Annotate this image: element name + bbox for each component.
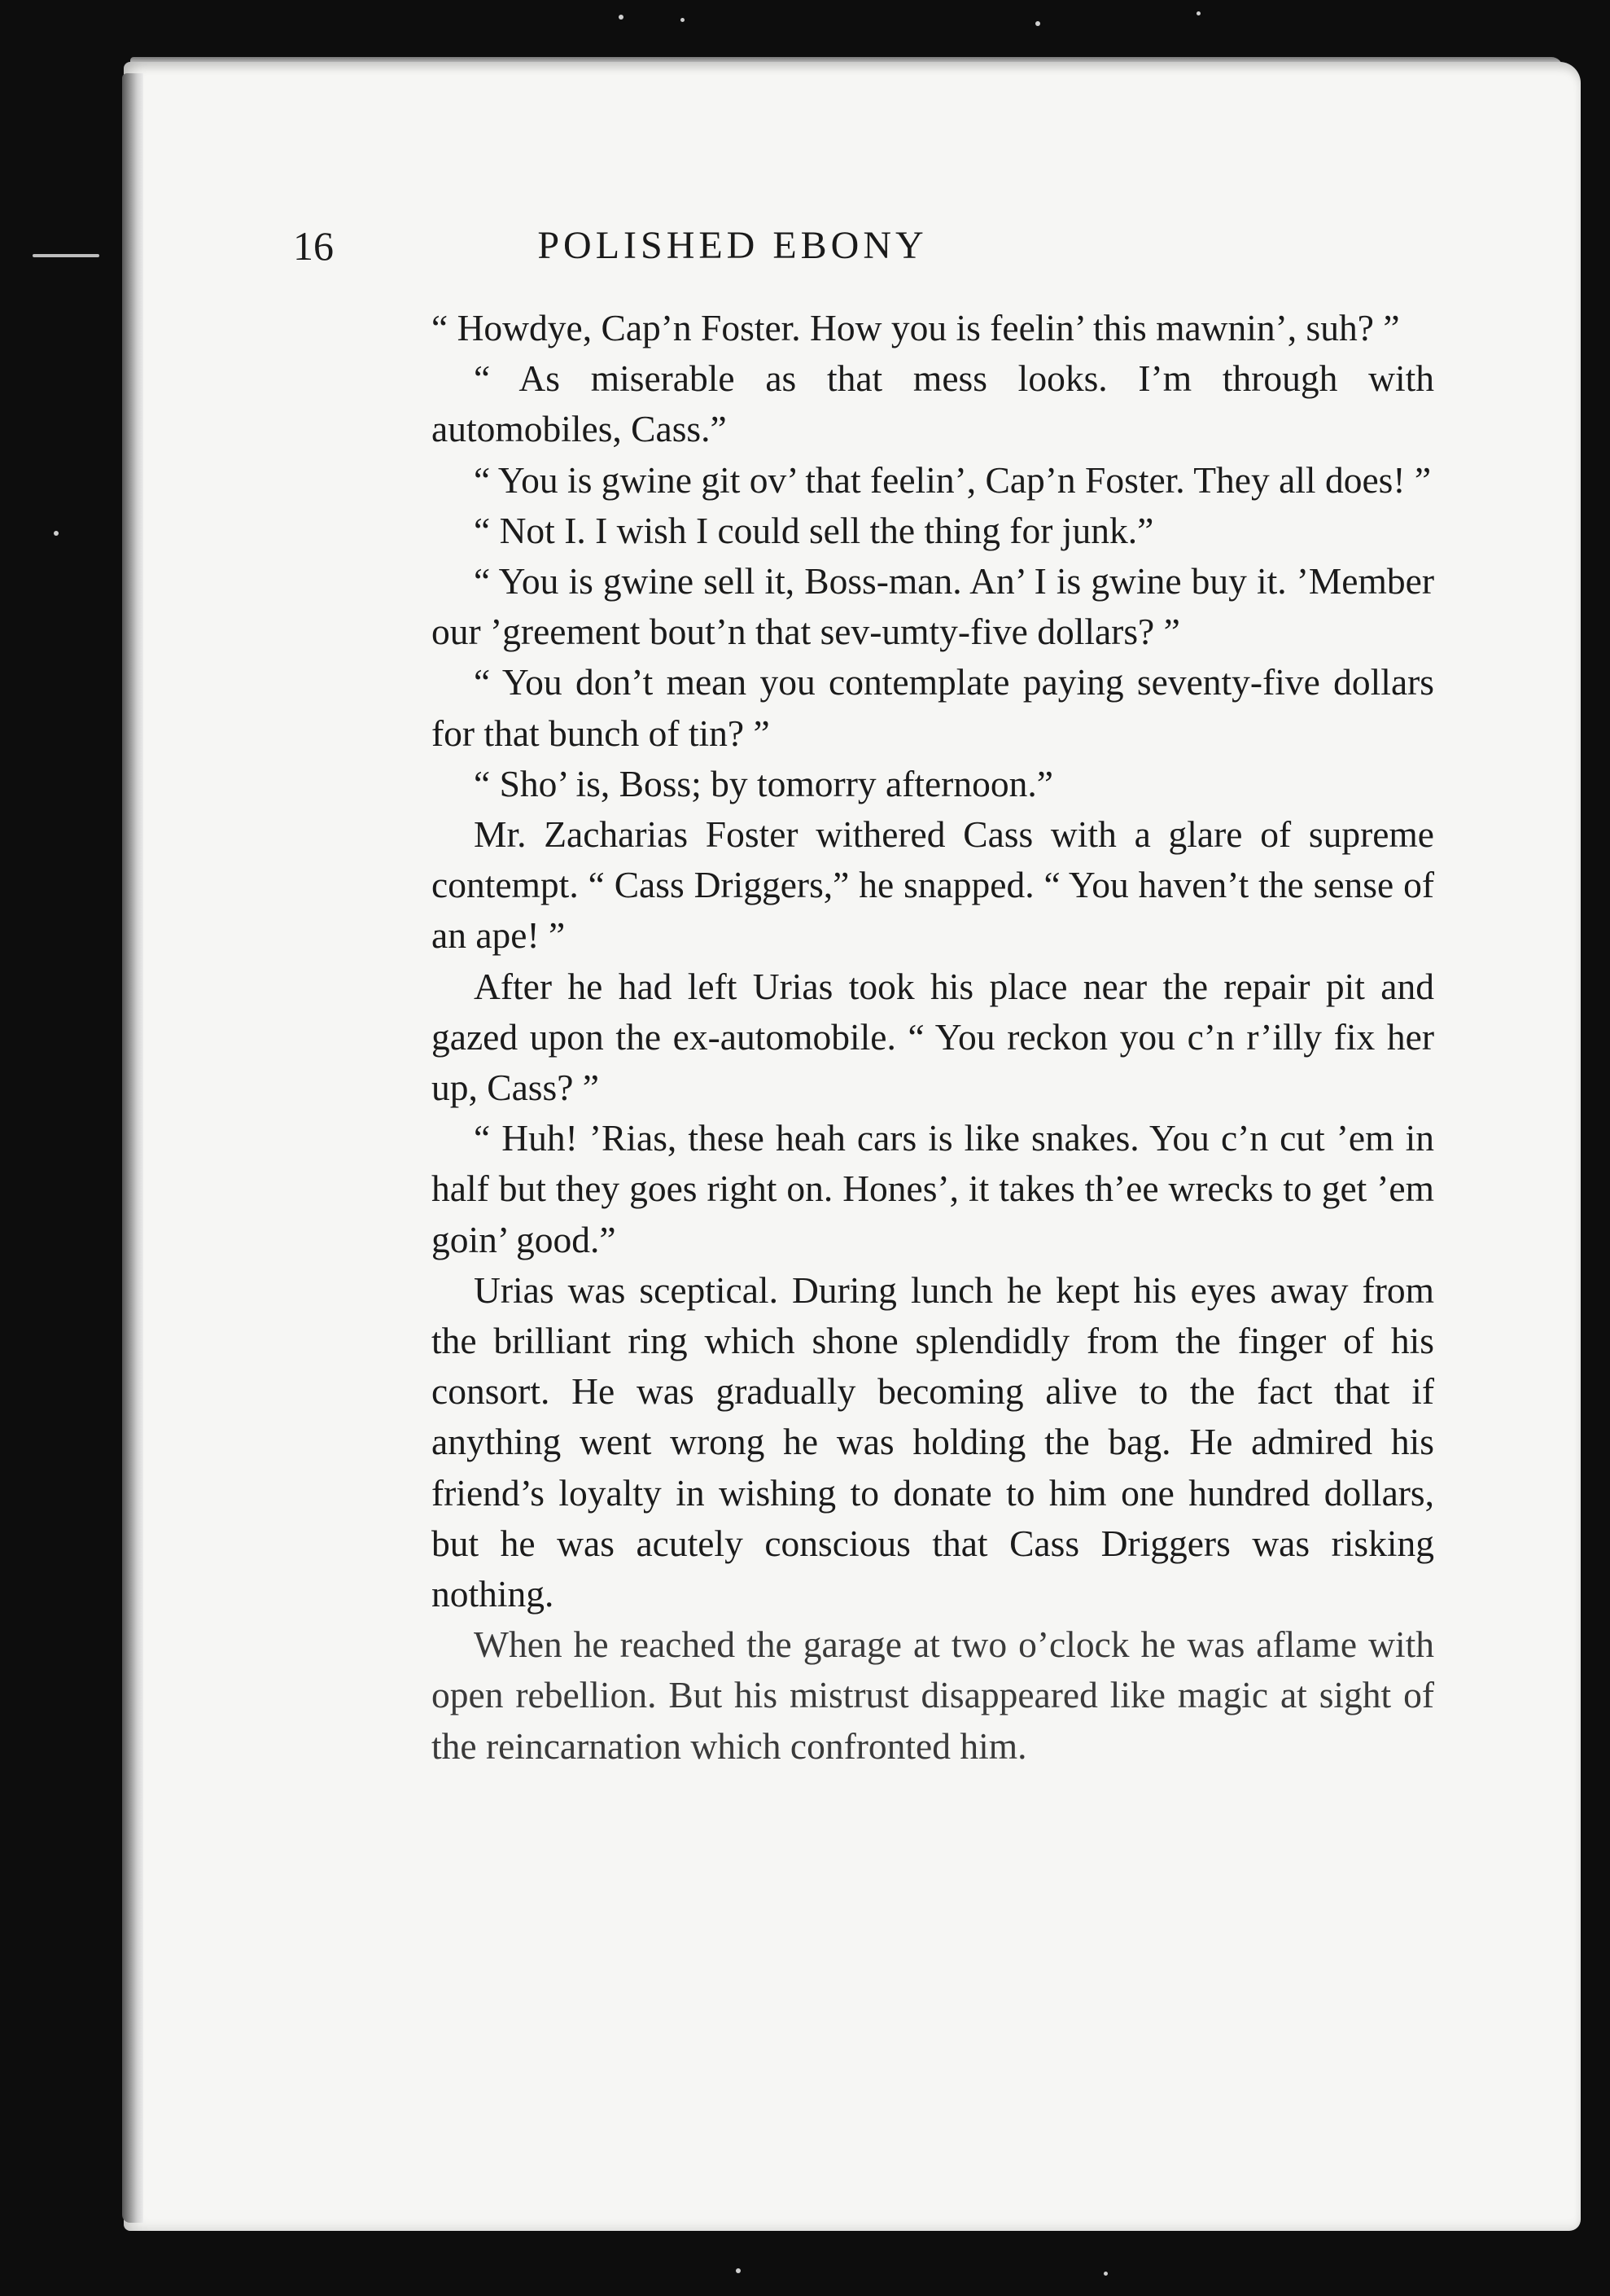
paragraph: “ Not I. I wish I could sell the thing for junk.” bbox=[474, 509, 1154, 551]
scan-speck bbox=[680, 18, 685, 22]
scan-speck bbox=[1197, 11, 1201, 15]
scan-speck bbox=[619, 15, 623, 20]
scan-speck bbox=[54, 531, 59, 536]
paragraph: “ Sho’ is, Boss; by tomorry afternoon.” bbox=[474, 762, 1053, 804]
paragraph: Urias was sceptical. During lunch he kept his eyes away from the brilliant ring which shone splendidly from the finger of his consort. He was gradually becoming alive to the fact that if anything went wrong he was holding the bag. He admired his friend’s loyalty in wishing to donate to him one hundred dollars, but he was acutely conscious that Cass Driggers was risking nothing. bbox=[431, 1268, 1434, 1615]
body-text bbox=[431, 303, 1434, 1772]
page-edge-left bbox=[122, 73, 143, 2223]
paragraph: “ You is gwine git ov’ that feelin’, Cap’n Foster. They all does! ” bbox=[474, 458, 1432, 501]
scan-speck bbox=[1104, 2272, 1108, 2276]
paragraph: “ You is gwine sell it, Boss-man. An’ I is gwine buy it. ’Member our ’greement bout’n that sev-umty-five dollars? ” bbox=[431, 560, 1434, 653]
paragraph: After he had left Urias took his place near the repair pit and gazed upon the ex-automobile. “ You reckon you c’n r’illy fix her up, Cass? ” bbox=[431, 965, 1434, 1109]
running-head bbox=[293, 213, 1172, 278]
page-number: 16 bbox=[293, 223, 334, 269]
paragraph: Mr. Zacharias Foster withered Cass with a glare of supreme contempt. “ Cass Driggers,” he snapped. “ You haven’t the sense of an ape! ” bbox=[431, 813, 1434, 957]
scan-speck bbox=[736, 2268, 741, 2273]
scan-speck bbox=[33, 254, 99, 257]
paragraph: “ Huh! ’Rias, these heah cars is like snakes. You c’n cut ’em in half but they goes right on. Hones’, it takes th’ee wrecks to get ’em goin’ good.” bbox=[431, 1117, 1434, 1260]
paragraph: “ As miserable as that mess looks. I’m through with automobiles, Cass.” bbox=[431, 357, 1434, 450]
scan-speck bbox=[1035, 21, 1040, 26]
paragraph: When he reached the garage at two o’clock he was aflame with open rebellion. But his mistrust disappeared like magic at sight of the reincarnation which confronted him. bbox=[431, 1623, 1434, 1767]
paragraph: “ Howdye, Cap’n Foster. How you is feelin’ this mawnin’, suh? ” bbox=[431, 307, 1400, 348]
book-title: POLISHED EBONY bbox=[537, 224, 928, 267]
paragraph: “ You don’t mean you contemplate paying seventy-five dollars for that bunch of tin? ” bbox=[431, 661, 1434, 754]
